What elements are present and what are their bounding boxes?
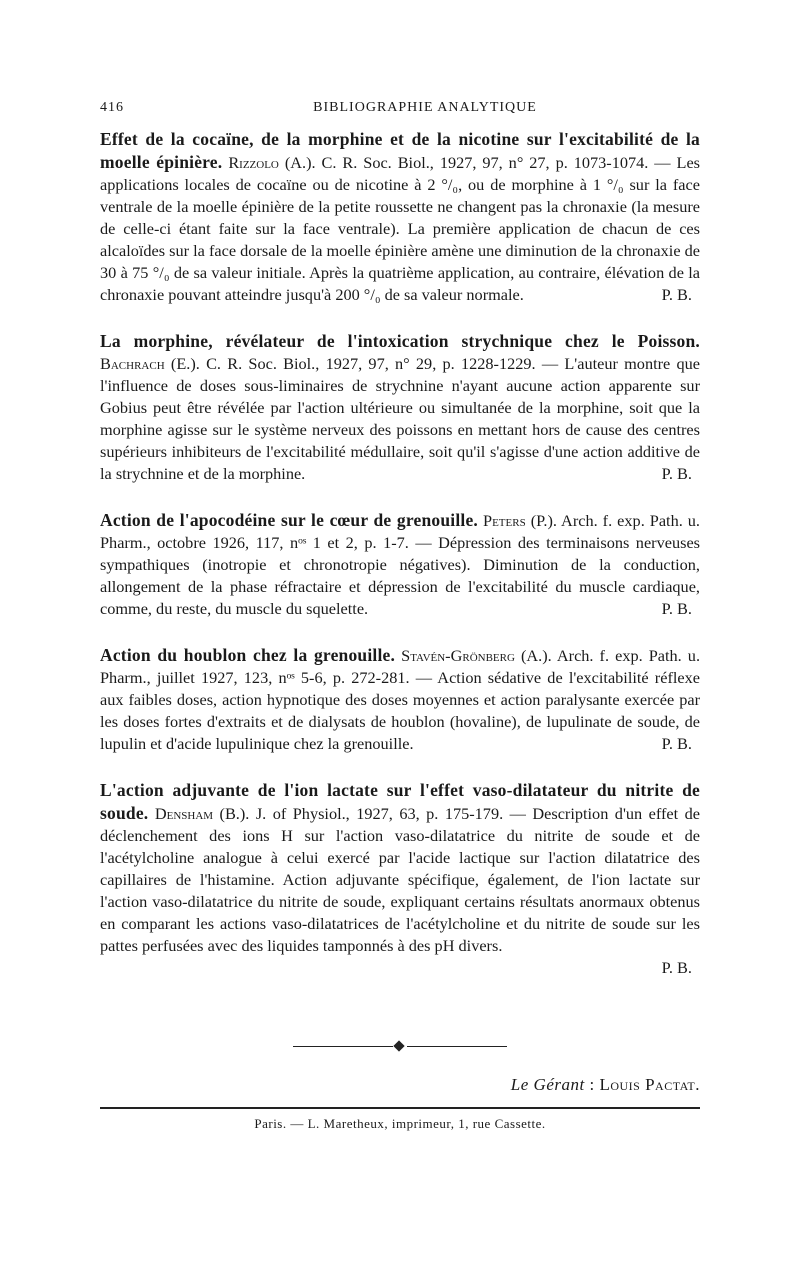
abstracts-column bbox=[100, 128, 700, 1003]
entry-citation: J. of Physiol., 1927, 63, p. 175-179. bbox=[249, 804, 504, 823]
entry-citation: Arch. f. exp. Path. u. Pharm., octobre 1926, 117, nᵒˢ 1 et 2, p. 1-7. bbox=[100, 511, 700, 552]
entry-citation: C. R. Soc. Biol., 1927, 97, n° 29, p. 1228-1229. bbox=[199, 354, 536, 373]
entry-author: Rizzolo bbox=[228, 153, 279, 172]
entry-author-initials: (A.). bbox=[514, 646, 552, 665]
entry-author-initials: (E.). bbox=[164, 354, 200, 373]
entry-author-initials: (B.). bbox=[213, 804, 250, 823]
abstract-entry bbox=[100, 779, 700, 979]
entry-title: Action de l'apocodéine sur le cœur de grenouille. bbox=[100, 510, 479, 530]
entry-title: La morphine, révélateur de l'intoxication strychnique chez le Poisson. bbox=[100, 331, 700, 351]
entry-citation: C. R. Soc. Biol., 1927, 97, n° 27, p. 1073-1074. bbox=[315, 153, 649, 172]
entry-title: Effet de la cocaïne, de la morphine et de la nicotine sur l'excitabilité de la moelle épinière. bbox=[100, 129, 700, 172]
abstract-entry bbox=[100, 128, 700, 306]
entry-title: L'action adjuvante de l'ion lactate sur l'effet vaso-dilatateur du nitrite de soude. bbox=[100, 780, 700, 823]
gerant-line bbox=[380, 1075, 700, 1095]
entry-signature: P. B. bbox=[661, 285, 692, 304]
entry-author-initials: (P.). bbox=[525, 511, 557, 530]
entry-author: Peters bbox=[483, 511, 526, 530]
entry-author-initials: (A.). bbox=[278, 153, 316, 172]
gerant-label: Le Gérant bbox=[510, 1075, 585, 1094]
entry-signature: P. B. bbox=[661, 464, 692, 483]
entry-body: — L'auteur montre que l'influence de doses sous-liminaires de strychnine n'ayant aucune action apparente sur Gobius peut être révélée par l'action ultérieure ou simultanée de la morphine, soit que la morphine agisse sur le système nerveux des poissons en mettant hors de cause des centres supérieurs inhibiteurs de l'excitabilité médullaire, soit qu'il s'agisse d'une action additive de la strychnine et de la morphine. bbox=[100, 354, 700, 483]
abstract-entry bbox=[100, 330, 700, 485]
gerant-name: Louis Pactat. bbox=[599, 1075, 700, 1094]
diamond-ornament-icon bbox=[393, 1040, 404, 1051]
divider-line-right bbox=[407, 1046, 507, 1047]
running-head bbox=[100, 100, 700, 120]
running-title: BIBLIOGRAPHIE ANALYTIQUE bbox=[313, 100, 537, 115]
divider-line-left bbox=[293, 1046, 393, 1047]
page-number: 416 bbox=[100, 100, 124, 115]
entry-citation: Arch. f. exp. Path. u. Pharm., juillet 1927, 123, nᵒˢ 5-6, p. 272-281. bbox=[100, 646, 701, 687]
entry-body: — Les applications locales de cocaïne ou de nicotine à 2 °/₀, ou de morphine à 1 °/₀ sur la face ventrale de la moelle épinière de la petite roussette ne changent pas la chronaxie (la mesure de celle-ci étant faite sur la face ventrale). La première application de chacun de ces alcaloïdes sur la face dorsale de la moelle épinière amène une diminution de la chronaxie de 30 à 75 °/₀ de sa valeur initiale. Après la quatrième application, au contraire, élévation de la chronaxie pouvant atteindre jusqu'à 200 °/₀ de sa valeur normale. bbox=[100, 153, 701, 304]
printer-imprint: Paris. — L. Maretheux, imprimeur, 1, rue Cassette. bbox=[254, 1116, 546, 1131]
abstract-entry bbox=[100, 644, 700, 755]
entry-body: — Dépression des terminaisons nerveuses sympathiques (inotropie et chronotropie négatives). Diminution de la conduction, allongement de la phase réfractaire et dépression de l'excitabilité du muscle cardiaque, comme, du reste, du muscle du squelette. bbox=[100, 533, 701, 618]
gerant-separator: : bbox=[584, 1075, 600, 1094]
entry-body: — Action sédative de l'excitabilité réflexe aux faibles doses, action hypnotique des doses moyennes et action paralysante exercée par les doses fortes d'extraits et de dialysats de houblon (hovaline), de lupulinate de soude, de lupulin et d'acide lupulinique chez la grenouille. bbox=[100, 668, 700, 753]
entry-author: Stavén-Grönberg bbox=[401, 646, 515, 665]
entry-title: Action du houblon chez la grenouille. bbox=[100, 645, 396, 665]
entry-body: — Description d'un effet de déclenchement des ions H sur l'action vaso-dilatatrice du nitrite de soude et de l'acétylcholine analogue à celui exercé par l'acide lactique sur l'action dilatatrice des capillaires de l'histamine. Action adjuvante spécifique, également, de l'ion lactate sur l'action vaso-dilatatrice du nitrite de soude, expliquant certains résultats anormaux obtenus en comparant les actions vaso-dilatatrices de l'acétylcholine et du nitrite de soude sur les pattes perfusées avec des liquides tamponnés à des pH divers. bbox=[100, 804, 700, 955]
entry-signature: P. B. bbox=[661, 958, 692, 977]
section-divider bbox=[293, 1041, 507, 1053]
entry-signature: P. B. bbox=[661, 599, 692, 618]
footer-rule bbox=[100, 1107, 700, 1109]
entry-signature: P. B. bbox=[661, 734, 692, 753]
entry-author: Densham bbox=[154, 804, 214, 823]
entry-author: Bachrach bbox=[100, 354, 165, 373]
abstract-entry bbox=[100, 509, 700, 620]
